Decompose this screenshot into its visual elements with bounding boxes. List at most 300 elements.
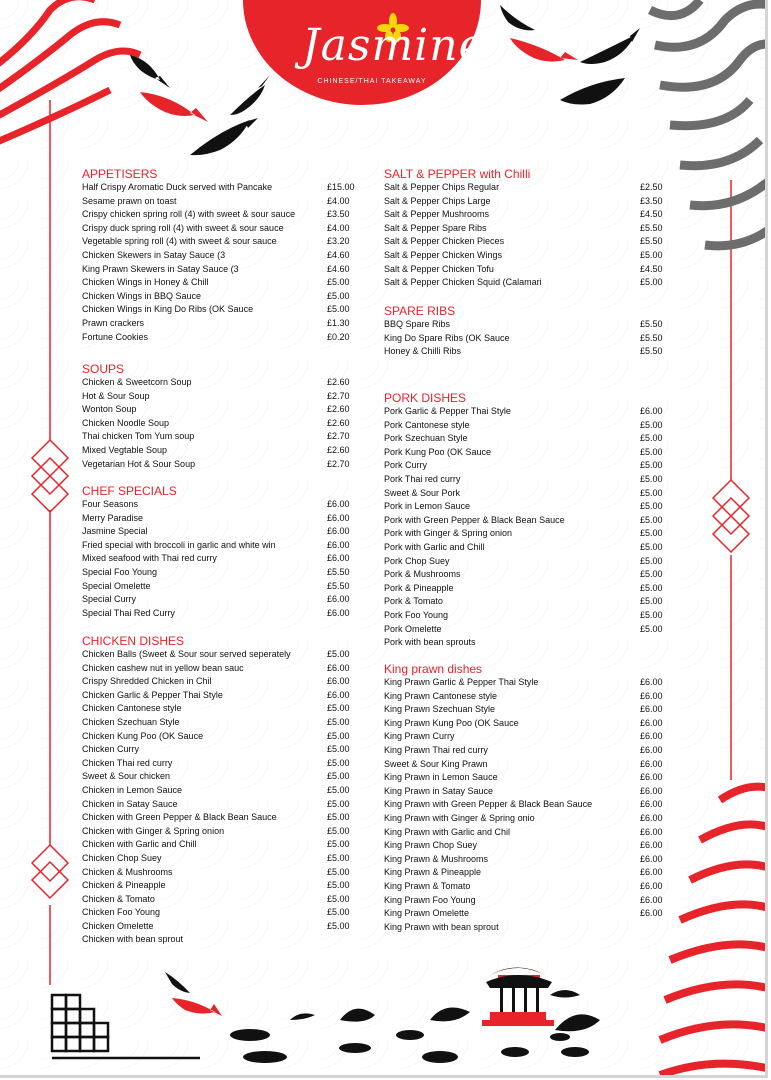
menu-item <box>82 417 357 431</box>
menu-item <box>384 208 669 222</box>
menu-item-price: £5.00 <box>327 798 350 809</box>
menu-item <box>384 636 669 650</box>
menu-item <box>82 730 357 744</box>
menu-item-price: £6.00 <box>327 594 350 605</box>
menu-item <box>82 263 357 277</box>
menu-item <box>384 235 669 249</box>
menu-item-name: Sesame prawn on toast <box>82 195 177 206</box>
menu-item-price: £5.00 <box>327 730 350 741</box>
menu-item <box>82 566 357 580</box>
menu-item-name: King Prawn & Tomato <box>384 880 471 891</box>
menu-item-name: Pork with bean sprouts <box>384 637 476 648</box>
menu-item-name: King Prawn Garlic & Pepper Thai Style <box>384 677 539 687</box>
menu-item <box>82 580 357 594</box>
menu-item-name: Chicken Garlic & Pepper Thai Style <box>82 689 223 700</box>
menu-item <box>384 249 669 263</box>
menu-item-price: £2.60 <box>327 377 350 387</box>
menu-item <box>82 249 357 263</box>
menu-item-name: Crispy Shredded Chicken in Chil <box>82 676 212 687</box>
menu-item-name: Chicken Curry <box>82 744 140 755</box>
menu-item-name: Pork Kung Poo (OK Sauce <box>384 446 492 457</box>
menu-section-chicken-dishes <box>82 634 357 947</box>
menu-section-salt-and-pepper-with-chilli <box>384 167 669 290</box>
menu-item-name: Chicken Wings in BBQ Sauce <box>82 290 202 301</box>
menu-item <box>384 595 669 609</box>
menu-item <box>82 593 357 607</box>
menu-item <box>384 853 669 867</box>
menu-item-price: £6.00 <box>640 785 663 796</box>
menu-item <box>384 263 669 277</box>
menu-item-name: Chicken & Tomato <box>82 893 155 904</box>
menu-item <box>384 514 669 528</box>
menu-item-name: Chicken with bean sprout <box>82 934 184 945</box>
menu-item-name: Salt & Pepper Chicken Squid (Calamari <box>384 277 542 288</box>
menu-item-price: £5.00 <box>327 852 350 863</box>
menu-item <box>82 920 357 934</box>
menu-item-name: Chicken Wings in King Do Ribs (OK Sauce <box>82 304 254 315</box>
menu-item-price: £5.00 <box>327 920 350 931</box>
menu-item-name: Special Foo Young <box>82 566 158 577</box>
menu-item-name: Pork & Mushrooms <box>384 569 461 580</box>
menu-item-price: £6.00 <box>640 812 663 823</box>
menu-item <box>384 487 669 501</box>
menu-item-price: £6.00 <box>640 799 663 810</box>
right-vertical-ornament <box>713 180 749 780</box>
menu-item-price: £5.00 <box>640 419 663 430</box>
menu-item-name: Chicken cashew nut in yellow bean sauc <box>82 662 244 673</box>
menu-item <box>384 717 669 731</box>
menu-item <box>384 222 669 236</box>
menu-item <box>384 432 669 446</box>
menu-item <box>82 675 357 689</box>
red-wave-bottom-right <box>660 787 765 1075</box>
menu-item <box>82 689 357 703</box>
menu-item-price: £5.00 <box>327 744 350 755</box>
menu-item-price: £6.00 <box>327 499 350 509</box>
menu-item-name: King Prawn Kung Poo (OK Sauce <box>384 717 519 728</box>
menu-item-name: King Prawn with bean sprout <box>384 921 499 932</box>
menu-item-price: £5.50 <box>640 319 663 329</box>
menu-item <box>82 512 357 526</box>
menu-item-name: Salt & Pepper Chips Large <box>384 195 491 206</box>
menu-item <box>82 222 357 236</box>
menu-item <box>384 459 669 473</box>
menu-item-price: £5.50 <box>327 566 350 577</box>
menu-item <box>82 195 357 209</box>
menu-item-name: Special Omelette <box>82 580 151 591</box>
menu-item <box>384 812 669 826</box>
menu-item-price: £5.00 <box>327 812 350 823</box>
menu-item-name: Hot & Sour Soup <box>82 390 150 401</box>
menu-item-price: £5.00 <box>327 304 350 315</box>
section-title: APPETISERS <box>82 167 158 181</box>
menu-item <box>82 607 357 621</box>
menu-item <box>384 446 669 460</box>
menu-section-appetisers <box>82 167 357 344</box>
section-title: SOUPS <box>82 362 125 376</box>
menu-item-name: Chicken with Ginger & Spring onion <box>82 825 225 836</box>
menu-item-price: £5.50 <box>640 346 663 357</box>
menu-item-name: King Prawn in Satay Sauce <box>384 785 494 796</box>
menu-item-name: Mixed seafood with Thai red curry <box>82 553 217 564</box>
section-title: CHEF SPECIALS <box>82 484 177 498</box>
menu-item-name: Salt & Pepper Spare Ribs <box>384 222 487 233</box>
menu-item <box>82 525 357 539</box>
menu-item-name: Salt & Pepper Mushrooms <box>384 209 490 220</box>
menu-item-price: £5.00 <box>640 609 663 620</box>
menu-item <box>384 181 669 195</box>
menu-item-name: Chicken & Mushrooms <box>82 866 173 877</box>
menu-item <box>82 552 357 566</box>
menu-item-price: £5.00 <box>640 541 663 552</box>
menu-item-name: Chicken & Sweetcorn Soup <box>82 377 192 387</box>
menu-item-price: £5.00 <box>640 460 663 471</box>
menu-item-name: Chicken Szechuan Style <box>82 716 180 727</box>
menu-item-name: Chicken in Satay Sauce <box>82 798 178 809</box>
menu-item <box>384 345 669 359</box>
menu-item-price: £5.00 <box>640 528 663 539</box>
menu-item <box>82 648 357 662</box>
menu-item-name: Pork Garlic & Pepper Thai Style <box>384 406 511 416</box>
menu-item-name: Sweet & Sour chicken <box>82 771 171 782</box>
menu-item <box>82 798 357 812</box>
menu-item <box>82 852 357 866</box>
menu-item <box>82 662 357 676</box>
menu-item-price: £5.00 <box>327 703 350 714</box>
menu-item-price: £6.00 <box>640 840 663 851</box>
menu-item-price: £5.00 <box>640 277 663 288</box>
menu-item <box>82 376 357 390</box>
menu-item <box>384 690 669 704</box>
menu-item <box>384 405 669 419</box>
menu-item-price: £5.00 <box>327 649 350 659</box>
menu-item <box>384 500 669 514</box>
menu-item <box>384 744 669 758</box>
menu-item <box>384 676 669 690</box>
menu-item <box>82 893 357 907</box>
menu-item-price: £6.00 <box>640 690 663 701</box>
menu-item-name: Chicken Chop Suey <box>82 852 162 863</box>
menu-item-name: King Do Spare Ribs (OK Sauce <box>384 332 510 343</box>
menu-item <box>384 894 669 908</box>
menu-item-price: £6.00 <box>640 731 663 742</box>
menu-item-price: £5.00 <box>640 473 663 484</box>
menu-item-price: £5.00 <box>327 880 350 891</box>
menu-section-king-prawn-dishes <box>384 662 669 934</box>
menu-item-price: £5.50 <box>640 222 663 233</box>
menu-item-name: Half Crispy Aromatic Duck served with Pancake <box>82 182 273 192</box>
menu-item-name: Chicken Omelette <box>82 920 154 931</box>
menu-item-name: Chicken with Green Pepper & Black Bean Sauce <box>82 812 277 823</box>
menu-item-name: Fortune Cookies <box>82 331 149 342</box>
menu-item-name: Chicken & Pineapple <box>82 880 166 891</box>
menu-item <box>384 195 669 209</box>
menu-item-name: Pork in Lemon Sauce <box>384 501 471 512</box>
menu-item-price: £2.60 <box>327 404 350 415</box>
brand-tagline: CHINESE/THAI TAKEAWAY <box>317 78 427 85</box>
menu-item-name: Chicken Noodle Soup <box>82 417 170 428</box>
menu-item <box>384 907 669 921</box>
menu-item <box>384 276 669 290</box>
menu-item-name: BBQ Spare Ribs <box>384 319 451 329</box>
menu-item-name: King Prawn in Lemon Sauce <box>384 772 498 783</box>
menu-item-price: £5.00 <box>640 514 663 525</box>
menu-item-price: £5.00 <box>327 277 350 288</box>
menu-item-name: Chicken Wings in Honey & Chill <box>82 277 209 288</box>
menu-item <box>82 702 357 716</box>
menu-item-name: Special Thai Red Curry <box>82 607 175 618</box>
menu-item-price: £6.00 <box>327 676 350 687</box>
menu-item-price: £5.00 <box>640 582 663 593</box>
menu-item-price: £2.60 <box>327 444 350 455</box>
menu-item-price: £5.00 <box>327 825 350 836</box>
menu-item-name: Salt & Pepper Chicken Pieces <box>384 236 505 247</box>
menu-item-price: £6.00 <box>640 867 663 878</box>
menu-item-price: £5.00 <box>640 446 663 457</box>
menu-item-price: £5.00 <box>640 433 663 444</box>
red-wave-top-left <box>0 0 140 145</box>
menu-item-name: Salt & Pepper Chicken Wings <box>384 249 503 260</box>
menu-item-name: King Prawn with Ginger & Spring onio <box>384 812 535 823</box>
section-title: King prawn dishes <box>384 662 483 676</box>
menu-item-name: Jasmine Special <box>82 526 148 537</box>
menu-section-soups <box>82 362 357 471</box>
menu-item-name: Pork with Garlic and Chill <box>384 541 485 552</box>
menu-item <box>384 318 669 332</box>
section-title: CHICKEN DISHES <box>82 634 185 648</box>
menu-item-price: £6.00 <box>327 526 350 537</box>
menu-section-spare-ribs <box>384 304 669 359</box>
menu-item-name: Fried special with broccoli in garlic and white win <box>82 539 276 550</box>
menu-item-price: £2.70 <box>327 390 350 401</box>
menu-item-name: Vegetarian Hot & Sour Soup <box>82 458 196 469</box>
menu-item <box>82 784 357 798</box>
menu-item-price: £3.50 <box>327 209 350 220</box>
menu-item-name: Chicken in Lemon Sauce <box>82 784 183 795</box>
menu-item <box>82 770 357 784</box>
menu-item-name: Prawn crackers <box>82 317 145 328</box>
menu-item-name: Pork Foo Young <box>384 609 449 620</box>
menu-item <box>82 317 357 331</box>
menu-item <box>82 444 357 458</box>
menu-item-price: £6.00 <box>640 880 663 891</box>
menu-item-price: £6.00 <box>327 607 350 618</box>
menu-item <box>82 390 357 404</box>
menu-item-price: £5.00 <box>640 596 663 607</box>
left-vertical-ornament <box>32 100 68 985</box>
menu-item-price: £3.20 <box>327 236 350 247</box>
menu-item-price: £2.70 <box>327 431 350 442</box>
menu-item <box>82 879 357 893</box>
section-title: SALT & PEPPER with Chilli <box>384 167 531 181</box>
menu-item-name: Merry Paradise <box>82 512 144 523</box>
menu-item <box>384 541 669 555</box>
menu-item-name: Pork Curry <box>384 460 428 471</box>
brand-logo-name: Jasmine <box>302 20 486 71</box>
menu-item-price: £5.00 <box>327 866 350 877</box>
menu-item-name: Pork Chop Suey <box>384 555 450 566</box>
menu-item <box>384 785 669 799</box>
menu-item-price: £6.00 <box>640 704 663 715</box>
menu-item <box>384 623 669 637</box>
menu-item <box>82 825 357 839</box>
menu-item-name: Pork Szechuan Style <box>384 433 468 444</box>
menu-item-price: £15.00 <box>327 182 355 192</box>
menu-item <box>82 276 357 290</box>
menu-item <box>384 826 669 840</box>
menu-item <box>384 703 669 717</box>
menu-item-price: £6.00 <box>640 744 663 755</box>
menu-item-name: Chicken Kung Poo (OK Sauce <box>82 730 204 741</box>
menu-item-name: Pork & Tomato <box>384 596 443 607</box>
menu-item <box>82 498 357 512</box>
menu-item <box>384 527 669 541</box>
menu-item-price: £4.50 <box>640 209 663 220</box>
menu-item-price: £6.00 <box>640 853 663 864</box>
menu-item-price: £4.60 <box>327 249 350 260</box>
menu-item-name: Chicken Skewers in Satay Sauce (3 <box>82 249 226 260</box>
menu-item-price: £5.00 <box>327 839 350 850</box>
menu-item <box>82 716 357 730</box>
menu-item <box>384 555 669 569</box>
pagoda-icon <box>482 968 554 1027</box>
menu-item-price: £6.00 <box>327 689 350 700</box>
menu-item-name: Pork with Green Pepper & Black Bean Sauce <box>384 514 565 525</box>
menu-item-name: Crispy chicken spring roll (4) with sweet & sour sauce <box>82 209 296 220</box>
section-title: PORK DISHES <box>384 391 467 405</box>
menu-item-price: £4.60 <box>327 263 350 274</box>
menu-item-price: £6.00 <box>640 758 663 769</box>
menu-item <box>82 235 357 249</box>
menu-section-chef-specials <box>82 484 357 620</box>
menu-item-name: Chicken Thai red curry <box>82 757 173 768</box>
menu-item-name: Wonton Soup <box>82 404 137 415</box>
menu-item <box>384 419 669 433</box>
menu-item-name: Vegetable spring roll (4) with sweet & sour sauce <box>82 236 277 247</box>
menu-item <box>82 866 357 880</box>
menu-item-name: Thai chicken Tom Yum soup <box>82 431 195 442</box>
menu-item <box>82 539 357 553</box>
menu-item-price: £5.00 <box>327 893 350 904</box>
menu-item-price: £5.50 <box>640 236 663 247</box>
menu-item-name: King Prawn Szechuan Style <box>384 704 496 715</box>
menu-item-price: £5.00 <box>640 569 663 580</box>
menu-item-price: £5.00 <box>327 716 350 727</box>
menu-item-name: King Prawn & Mushrooms <box>384 853 489 864</box>
menu-item <box>384 730 669 744</box>
menu-item <box>384 866 669 880</box>
menu-item <box>82 933 357 947</box>
menu-item-price: £5.00 <box>640 487 663 498</box>
stepping-stones <box>230 1029 589 1063</box>
menu-item-price: £2.70 <box>327 458 350 469</box>
menu-item-price: £5.00 <box>327 907 350 918</box>
menu-item <box>82 458 357 472</box>
menu-item-price: £6.00 <box>327 553 350 564</box>
menu-item-price: £6.00 <box>640 717 663 728</box>
menu-item-name: King Prawn Foo Young <box>384 894 476 905</box>
menu-item-name: King Prawn Curry <box>384 731 455 742</box>
menu-item-price: £5.50 <box>640 332 663 343</box>
menu-item <box>82 303 357 317</box>
menu-item-name: King Prawn with Green Pepper & Black Bean Sauce <box>384 799 593 810</box>
menu-item-name: King Prawn Skewers in Satay Sauce (3 <box>82 263 239 274</box>
menu-item <box>82 181 357 195</box>
menu-item <box>82 811 357 825</box>
menu-item <box>384 921 669 935</box>
menu-item <box>384 798 669 812</box>
menu-item-name: King Prawn Omelette <box>384 908 470 919</box>
menu-item-name: Special Curry <box>82 594 137 605</box>
menu-item-price: £5.00 <box>640 501 663 512</box>
menu-item-name: Chicken with Garlic and Chill <box>82 839 197 850</box>
menu-item-name: Chicken Cantonese style <box>82 703 182 714</box>
menu-item-price: £6.00 <box>640 826 663 837</box>
menu-item-price: £6.00 <box>640 772 663 783</box>
menu-item-name: Mixed Vegtable Soup <box>82 444 168 455</box>
menu-item <box>82 403 357 417</box>
menu-item-name: Pork Omelette <box>384 623 442 634</box>
menu-item-name: Salt & Pepper Chips Regular <box>384 182 500 192</box>
menu-item-name: Four Seasons <box>82 499 139 509</box>
menu-section-pork-dishes <box>384 391 669 650</box>
menu-item-price: £5.00 <box>640 555 663 566</box>
menu-item-name: King Prawn Chop Suey <box>384 840 478 851</box>
menu-item-price: £3.50 <box>640 195 663 206</box>
menu-item-name: Pork Thai red curry <box>384 473 461 484</box>
menu-item-price: £2.50 <box>640 182 663 192</box>
menu-item-price: £5.00 <box>327 784 350 795</box>
menu-item <box>82 906 357 920</box>
menu-item-price: £0.20 <box>327 331 350 342</box>
menu-item <box>384 582 669 596</box>
menu-item-price: £5.00 <box>327 290 350 301</box>
menu-item-price: £5.00 <box>327 771 350 782</box>
menu-item-price: £2.60 <box>327 417 350 428</box>
menu-item-price: £6.00 <box>327 512 350 523</box>
menu-item-name: King Prawn & Pineapple <box>384 867 482 878</box>
menu-item-price: £5.00 <box>640 249 663 260</box>
menu-item-name: Salt & Pepper Chicken Tofu <box>384 263 494 274</box>
menu-item-price: £6.00 <box>640 894 663 905</box>
menu-item <box>384 839 669 853</box>
menu-item-name: Sweet & Sour King Prawn <box>384 758 488 769</box>
menu-item <box>82 430 357 444</box>
menu-item-price: £4.50 <box>640 263 663 274</box>
menu-item-name: Pork with Ginger & Spring onion <box>384 528 513 539</box>
menu-item <box>384 771 669 785</box>
menu-item-name: King Prawn Thai red curry <box>384 744 488 755</box>
menu-item-name: King Prawn with Garlic and Chil <box>384 826 511 837</box>
menu-item-price: £6.00 <box>327 539 350 550</box>
menu-item-price: £1.30 <box>327 317 350 328</box>
section-title: SPARE RIBS <box>384 304 456 318</box>
menu-item-price: £6.00 <box>640 406 663 416</box>
menu-item-price: £6.00 <box>640 677 663 687</box>
menu-item-price: £5.00 <box>640 623 663 634</box>
menu-item-name: Pork & Pineapple <box>384 582 454 593</box>
menu-item-price: £5.50 <box>327 580 350 591</box>
menu-item <box>82 757 357 771</box>
menu-item <box>384 568 669 582</box>
menu-item <box>384 332 669 346</box>
menu-item-name: Honey & Chilli Ribs <box>384 346 462 357</box>
menu-item-price: £4.00 <box>327 222 350 233</box>
menu-item-name: Crispy duck spring roll (4) with sweet & sour sauce <box>82 222 284 233</box>
menu-item <box>384 880 669 894</box>
menu-item <box>384 758 669 772</box>
menu-item <box>82 208 357 222</box>
